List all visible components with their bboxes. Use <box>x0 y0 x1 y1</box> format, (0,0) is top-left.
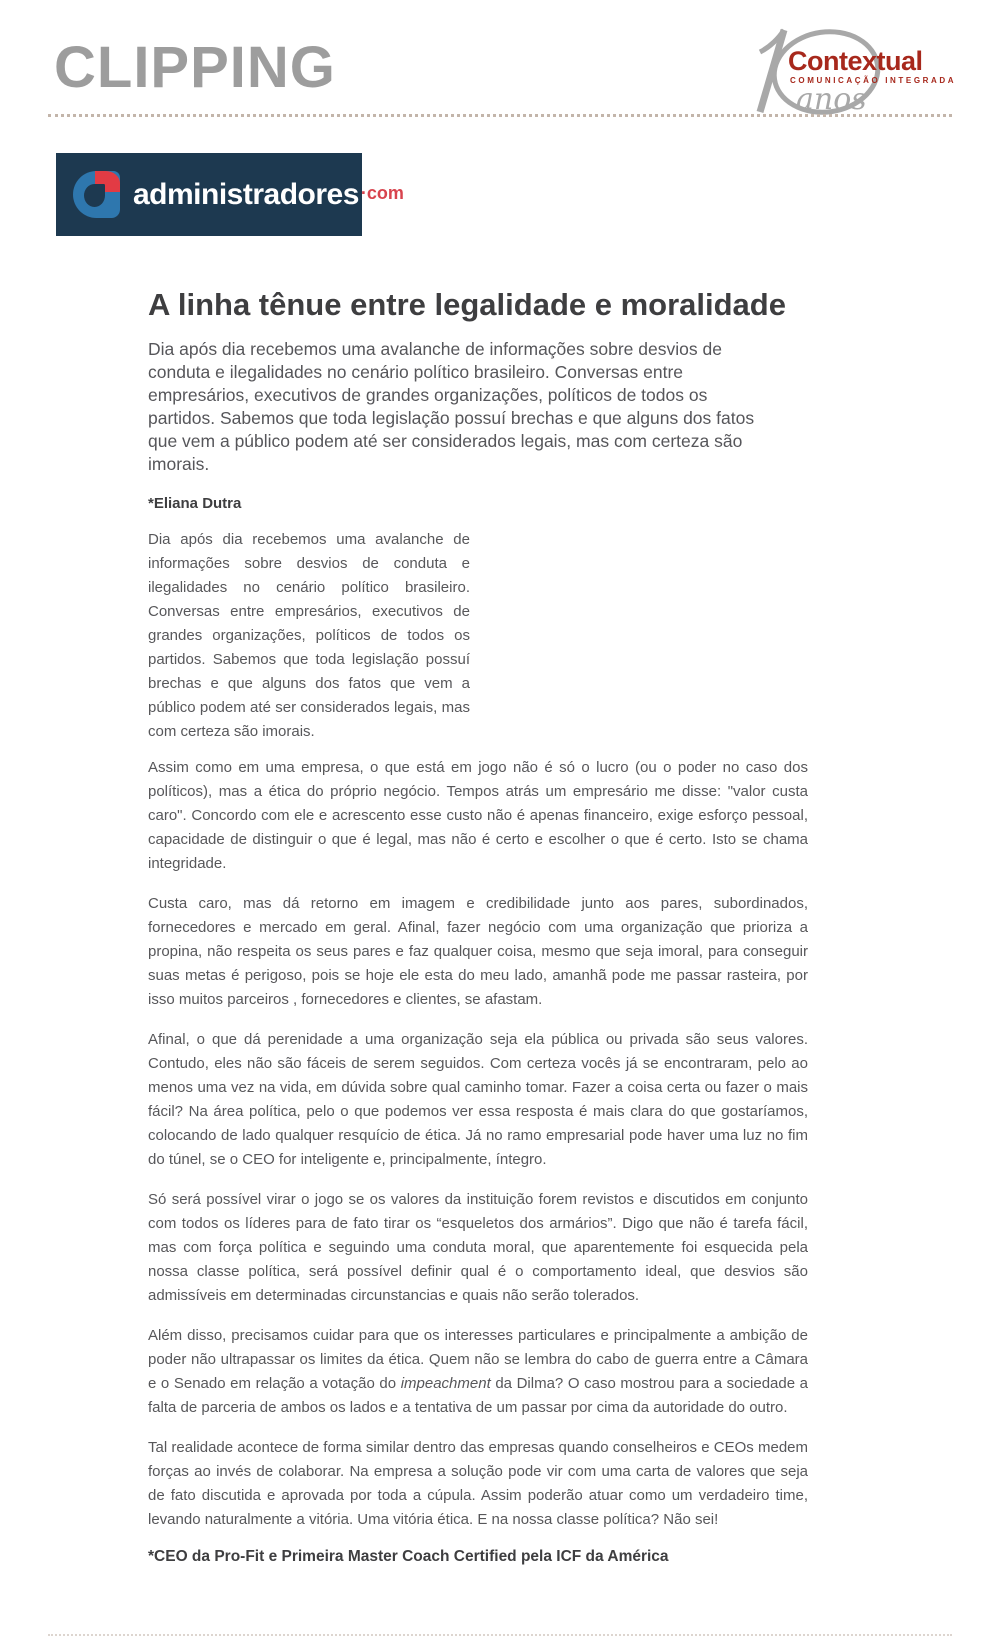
article-paragraph: Tal realidade acontece de forma similar dentro das empresas quando conselheiros e CEOs medem forças ao invés de colaborar. Na empresa a solução pode vir com uma carta de valores que seja de fato discutida e aprovada por toda a cúpula. Assim poderão atuar como um verdadeiro time, levando naturalmente a vitória. Uma vitória ética. E na nossa classe política? Não sei! <box>148 1439 808 1528</box>
article-byline: *Eliana Dutra <box>148 495 242 512</box>
article-lead: Dia após dia recebemos uma avalanche de informações sobre desvios de conduta e ilegalidades no cenário político brasileiro. Conversas entre empresários, executivos de grandes organizações, políticos de todos os partidos. Sabemos que toda legislação possuí brechas e que alguns dos fatos que vem a público podem até ser considerados legais, mas com certeza são imorais. <box>148 339 755 474</box>
impeachment-italic-word: impeachment <box>400 1375 491 1392</box>
administradores-domain-text: ·com <box>360 183 404 203</box>
administradores-logo <box>56 153 404 236</box>
article-paragraph: Assim como em uma empresa, o que está em jogo não é só o lucro (ou o poder no caso dos políticos), mas a ética do próprio negócio. Tempos atrás um empresário me disse: "valor custa caro". Concordo com ele e acrescento esse custo não é apenas financeiro, exige esforço pessoal, capacidade de distinguir o que é legal, mas não é certo e escolher o que é certo. Isto se chama integridade. <box>148 759 808 872</box>
administradores-icon <box>73 171 120 218</box>
article-paragraph: Custa caro, mas dá retorno em imagem e credibilidade junto aos pares, subordinados, fornecedores e mercado em geral. Afinal, fazer negócio com uma organização que prioriza a propina, não respeita os seus pares e faz qualquer coisa, mesmo que seja imoral, para conseguir suas metas é perigoso, pois se hoje ele esta do meu lado, amanhã pode me passar rasteira, por isso muitos parceiros , fornecedores e clientes, se afastam. <box>148 895 808 1008</box>
article <box>148 285 808 1566</box>
contextual-logo <box>700 22 962 116</box>
article-title: A linha tênue entre legalidade e moralidade <box>148 287 786 322</box>
contextual-brand-text: Contextual <box>788 46 923 76</box>
paragraph-text: da Dilma? O caso mostrou para a sociedade a falta de parceria de ambos os lados e a tentativa de um passar por cima da autoridade do outro. <box>148 1375 808 1416</box>
administradores-brand-text: administradores <box>133 177 359 211</box>
article-footer-credit: *CEO da Pro-Fit e Primeira Master Coach Certified pela ICF da América <box>148 1548 669 1565</box>
article-paragraph: Só será possível virar o jogo se os valores da instituição forem revistos e discutidos em conjunto com todos os líderes para de fato tirar os “esqueletos dos armários”. Digo que não é tarefa fácil, mas com força política e seguindo uma conduta moral, que aparentemente foi esquecida pela nossa classe política, será possível definir qual é o comportamento ideal, que desvios são admissíveis em determinadas circunstancias e quais não serão tolerados. <box>148 1191 808 1304</box>
clipping-title: CLIPPING <box>54 35 336 100</box>
article-paragraph-impeachment <box>148 1324 808 1420</box>
footer-dotted-divider <box>48 1634 952 1636</box>
contextual-anos-text: anos <box>796 82 867 117</box>
article-paragraph: Afinal, o que dá perenidade a uma organização seja ela pública ou privada são seus valores. Contudo, eles não são fáceis de serem seguidos. Com certeza vocês já se encontraram, pelo ao menos uma vez na vida, em dúvida sobre qual caminho tomar. Fazer a coisa certa ou fazer o mais fácil? Na área política, pelo o que podemos ver essa resposta é mais clara do que gostaríamos, colocando de lado qualquer resquício de ética. Já no ramo empresarial pode haver uma luz no fim do túnel, se o CEO for inteligente e, principalmente, íntegro. <box>148 1031 808 1168</box>
paragraph-text: Além disso, precisamos cuidar para que os interesses particulares e principalmente a ambição de poder não ultrapassar os limites da ética. Quem não se lembra do cabo de guerra entre a Câmara e o Senado em relação a votação do <box>148 1327 808 1392</box>
header-dotted-divider <box>48 114 952 117</box>
contextual-tagline: COMUNICAÇÃO INTEGRADA <box>790 76 957 85</box>
article-column-paragraph: Dia após dia recebemos uma avalanche de informações sobre desvios de conduta e ilegalidades no cenário político brasileiro. Conversas entre empresários, executivos de grandes organizações, políticos de todos os partidos. Sabemos que toda legislação possuí brechas e que alguns dos fatos que vem a público podem até ser considerados legais, mas com certeza são imorais. <box>148 531 470 740</box>
